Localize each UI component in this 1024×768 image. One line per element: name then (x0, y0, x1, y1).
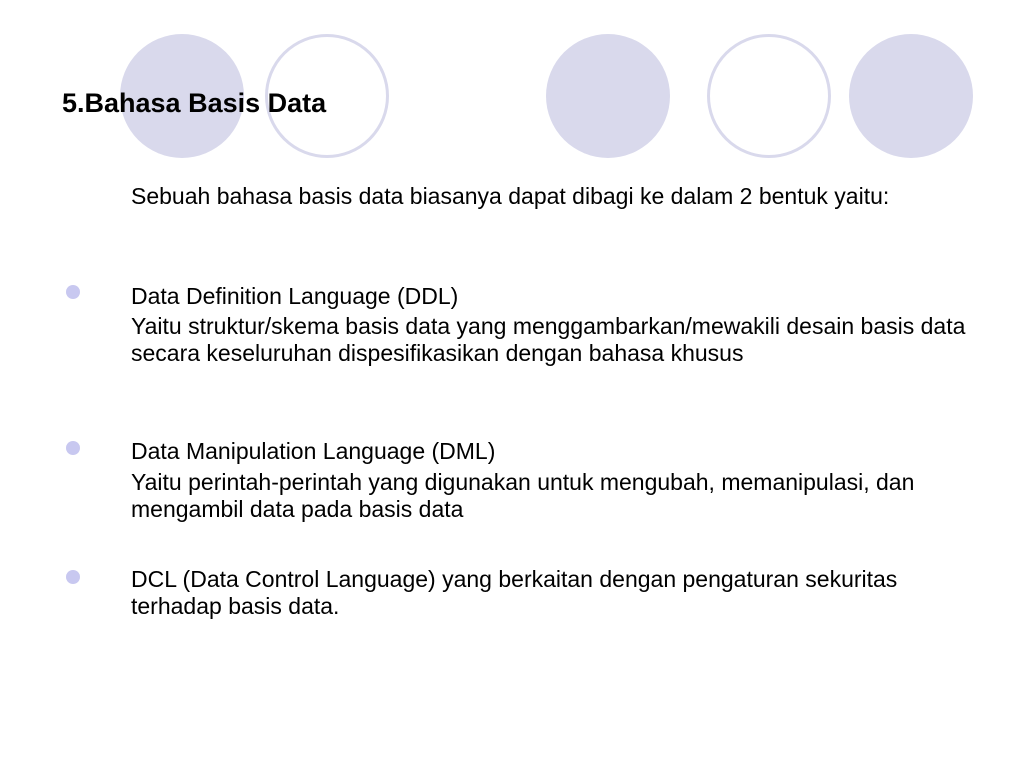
intro-text: Sebuah bahasa basis data biasanya dapat dibagi ke dalam 2 bentuk yaitu: (131, 183, 890, 209)
decorative-circle-filled-2 (546, 34, 670, 158)
decorative-circle-outline-2 (707, 34, 831, 158)
bullet-icon (66, 285, 80, 299)
item-ddl-heading: Data Definition Language (DDL) (131, 283, 459, 309)
decorative-circle-filled-3 (849, 34, 973, 158)
item-dml-heading: Data Manipulation Language (DML) (131, 438, 496, 464)
item-dml-description: Yaitu perintah-perintah yang digunakan untuk mengubah, memanipulasi, dan mengambil data pada basis data (131, 469, 915, 522)
bullet-icon (66, 570, 80, 584)
item-dcl-heading: DCL (Data Control Language) yang berkaitan dengan pengaturan sekuritas terhadap basis data. (131, 566, 898, 619)
slide-title: 5.Bahasa Basis Data (62, 88, 327, 118)
item-ddl-description: Yaitu struktur/skema basis data yang menggambarkan/mewakili desain basis data secara keseluruhan dispesifikasikan dengan bahasa khusus (131, 313, 966, 366)
bullet-icon (66, 441, 80, 455)
